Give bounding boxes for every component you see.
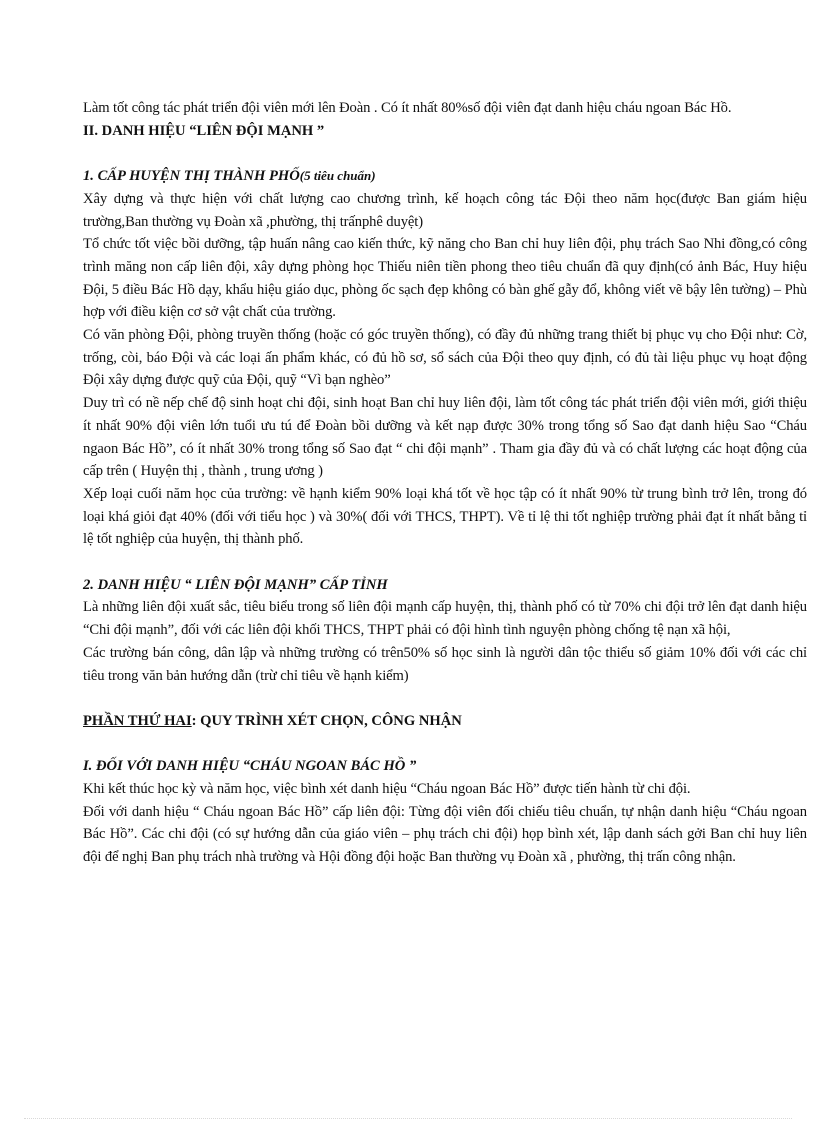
spacer [83,687,807,710]
paragraph: Khi kết thúc học kỳ và năm học, việc bình xét danh hiệu “Cháu ngoan Bác Hồ” được tiến hành từ chi đội. [83,781,691,798]
subsection-1-title: 1. CẤP HUYỆN THỊ THÀNH PHỐ [83,168,300,185]
spacer [83,142,807,165]
paragraph: Các trường bán công, dân lập và những trường có trên50% số học sinh là người dân tộc thiểu số giảm 10% đối với các chỉ tiêu trong văn bản hướng dẫn (trừ chỉ tiêu về hạnh kiểm) [83,644,807,684]
intro-paragraph: Làm tốt công tác phát triển đội viên mới lên Đoàn . Có ít nhất 80%số đội viên đạt danh hiệu cháu ngoan Bác Hồ. [83,100,732,116]
section-2-heading: II. DANH HIỆU “LIÊN ĐỘI MẠNH ” [83,122,325,139]
part-2-heading [83,710,807,733]
spacer [83,733,807,756]
subsection-1-note: (5 tiêu chuẩn) [299,168,376,184]
paragraph: Xếp loại cuối năm học của trường: về hạnh kiểm 90% loại khá tốt về học tập có ít nhất 90% từ trung bình trở lên, trong đó loại khá giỏi đạt 40% (đối với tiểu học ) và 30%( đối với THCS, THPT). Về tỉ lệ thi tốt nghiệp trường phải đạt ít nhất bằng tỉ lệ tốt nghiệp của huyện, thị thành phố. [83,485,807,548]
subsection-1-heading [83,165,807,188]
paragraph: Tổ chức tốt việc bồi dưỡng, tập huấn nâng cao kiến thức, kỹ năng cho Ban chỉ huy liên đội, phụ trách Sao Nhi đồng,có công trình măng non cấp liên đội, xây dựng phòng học Thiếu niên tiền phong theo tiêu chuẩn đã quy định(có ảnh Bác, Huy hiệu Đội, 5 điều Bác Hồ dạy, khẩu hiệu giáo dục, phòng ốc sạch đẹp không có bàn ghế gẫy đổ, không viết vẽ bậy lên tường) – Phù hợp với điều kiện cơ sở vật chất của trường. [83,236,807,321]
part-2-label: PHẦN THỨ HAI [83,712,192,729]
page-bottom-rule [24,1118,792,1119]
document-page [83,97,807,869]
spacer [83,551,807,574]
paragraph: Xây dựng và thực hiện với chất lượng cao chương trình, kế hoạch công tác Đội theo năm học(được Ban giám hiệu trường,Ban thường vụ Đoàn xã ,phường, thị trấnphê duyệt) [83,190,807,230]
subsection-2-heading: 2. DANH HIỆU “ LIÊN ĐỘI MẠNH” CẤP TỈNH [83,576,388,593]
subsection-3-heading: I. ĐỐI VỚI DANH HIỆU “CHÁU NGOAN BÁC HỒ ” [83,758,417,775]
paragraph: Là những liên đội xuất sắc, tiêu biểu trong số liên đội mạnh cấp huyện, thị, thành phố có từ 70% chi đội trở lên đạt danh hiệu “Chi đội mạnh”, đối với các liên đội khối THCS, THPT phải có đội hình tình nguyện phòng chống tệ nạn xã hội, [83,599,807,639]
paragraph: Đối với danh hiệu “ Cháu ngoan Bác Hồ” cấp liên đội: Từng đội viên đối chiếu tiêu chuẩn, tự nhận danh hiệu “Cháu ngoan Bác Hồ”. Các chi đội (có sự hướng dẫn của giáo viên – phụ trách chi đội) họp bình xét, lập danh sách gởi Ban chỉ huy liên đội để nghị Ban phụ trách nhà trường và Hội đồng đội hoặc Ban thường vụ Đoàn xã , phường, thị trấn công nhận. [83,803,807,866]
paragraph: Duy trì có nề nếp chế độ sinh hoạt chi đội, sinh hoạt Ban chỉ huy liên đội, làm tốt công tác phát triển đội viên mới, giới thiệu ít nhất 90% đội viên lớn tuổi ưu tú để Đoàn bồi dưỡng và kết nạp được 30% trong tổng số Sao đạt danh hiệu Sao “Cháu ngaon Bác Hồ”, có ít nhất 30% trong tổng số Sao đạt “ chi đội mạnh” . Tham gia đầy đủ và có chất lượng các hoạt động của cấp trên ( Huyện thị , thành , trung ương ) [83,395,807,480]
paragraph: Có văn phòng Đội, phòng truyền thống (hoặc có góc truyền thống), có đầy đủ những trang thiết bị phục vụ cho Đội như: Cờ, trống, còi, báo Đội và các loại ấn phẩm khác, có đủ hồ sơ, sổ sách của Đội theo quy định, có đủ tài liệu phục vụ hoạt động Đội xây dựng được quỹ của Đội, quỹ “Vì bạn nghèo” [83,327,807,389]
part-2-title: : QUY TRÌNH XÉT CHỌN, CÔNG NHẬN [191,712,462,729]
